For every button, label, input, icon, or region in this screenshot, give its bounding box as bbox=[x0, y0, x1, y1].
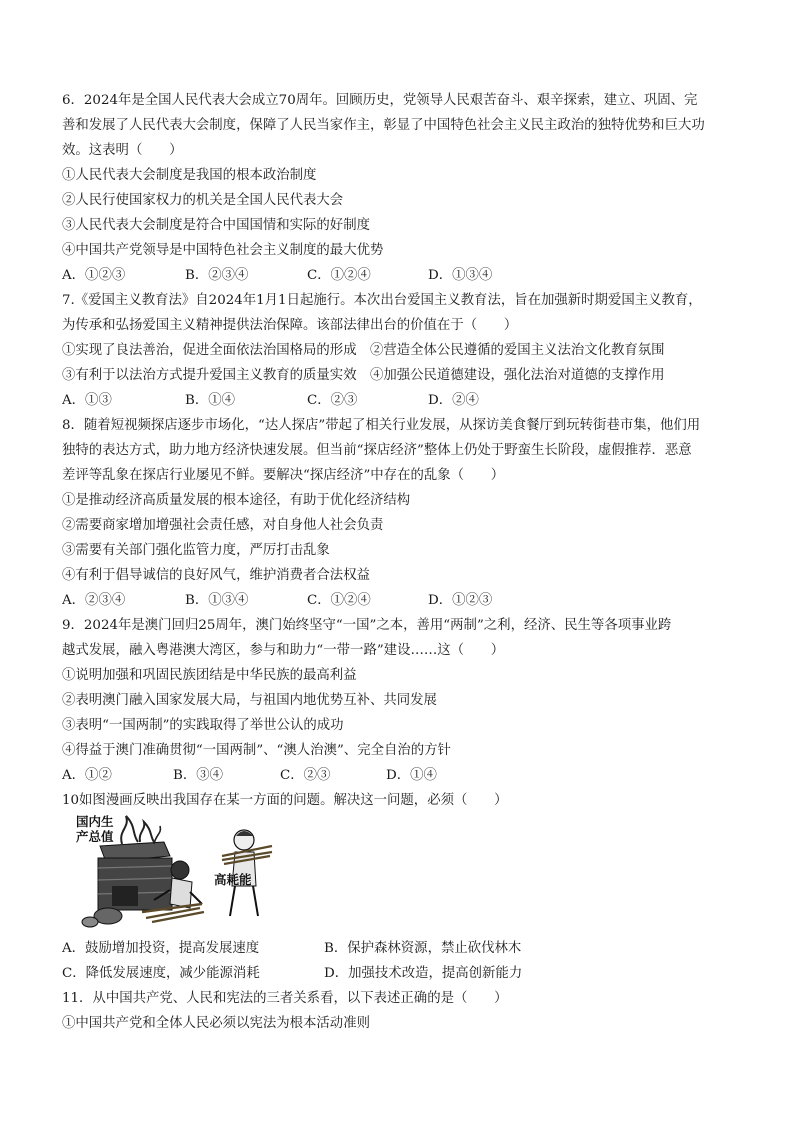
cartoon-gdp-label-1: 国内生 bbox=[76, 814, 114, 829]
q10-option-d[interactable]: D．加强技术改造，提高创新能力 bbox=[324, 966, 523, 981]
q8-option-d[interactable]: D．①②③ bbox=[428, 593, 493, 608]
q8-options bbox=[62, 588, 742, 613]
q8-option-c[interactable]: C．①②④ bbox=[307, 593, 371, 608]
q6-item-1: ①人民代表大会制度是我国的根本政治制度 bbox=[62, 168, 317, 183]
cartoon-gdp-label-2: 产总值 bbox=[76, 829, 114, 844]
q7-option-c[interactable]: C．②③ bbox=[307, 393, 358, 408]
q8-option-b[interactable]: B．①③④ bbox=[185, 593, 249, 608]
flame-icon bbox=[121, 816, 160, 844]
q10-options-row-2 bbox=[62, 961, 742, 986]
q10-option-a[interactable]: A．鼓励增加投资，提高发展速度 bbox=[62, 941, 260, 956]
q8-item-2: ②需要商家增加增强社会责任感，对自身他人社会负责 bbox=[62, 518, 384, 533]
q9-option-b[interactable]: B．③④ bbox=[173, 768, 224, 783]
q8-option-a[interactable]: A．②③④ bbox=[62, 593, 126, 608]
q6-option-b[interactable]: B．②③④ bbox=[185, 268, 249, 283]
q8-stem-line-3: 差评等乱象在探店行业屡见不鲜。要解决“探店经济”中存在的乱象（ ） bbox=[62, 468, 505, 483]
q8-item-3: ③需要有关部门强化监管力度，严厉打击乱象 bbox=[62, 543, 330, 558]
q11-stem: 11．从中国共产党、人民和宪法的三者关系看，以下表述正确的是（ ） bbox=[62, 991, 508, 1006]
q7-item-2: ③有利于以法治方式提升爱国主义教育的质量实效 ④加强公民道德建设，强化法治对道德的支撑作用 bbox=[62, 368, 665, 383]
q6-item-3: ③人民代表大会制度是符合中国国情和实际的好制度 bbox=[62, 218, 370, 233]
q11-item-1: ①中国共产党和全体人民必须以宪法为根本活动准则 bbox=[62, 1016, 370, 1031]
q9-item-4: ④得益于澳门准确贯彻“一国两制”、“澳人治澳”、完全自治的方针 bbox=[62, 743, 451, 758]
q6-item-2: ②人民行使国家权力的机关是全国人民代表大会 bbox=[62, 193, 344, 208]
q6-stem-line-2: 善和发展了人民代表大会制度，保障了人民当家作主，彰显了中国特色社会主义民主政治的独特优势和巨大功 bbox=[62, 118, 705, 133]
q8-stem-line-2: 独特的表达方式，助力地方经济快速发展。但当前“探店经济”整体上仍处于野蛮生长阶段，虚假推荐．恶意 bbox=[62, 443, 692, 458]
cartoon-illustration bbox=[72, 812, 282, 932]
q8-item-1: ①是推动经济高质量发展的根本途径，有助于优化经济结构 bbox=[62, 493, 411, 508]
q8-stem-line-1: 8．随着短视频探店逐步市场化，“达人探店”带起了相关行业发展，从探访美食餐厅到玩转街巷市集，他们用 bbox=[62, 418, 701, 433]
q6-stem-line-1: 6．2024年是全国人民代表大会成立70周年。回顾历史，党领导人民艰苦奋斗、艰辛探索，建立、巩固、完 bbox=[62, 93, 698, 108]
q6-option-a[interactable]: A．①②③ bbox=[62, 268, 126, 283]
q7-option-b[interactable]: B．①④ bbox=[185, 393, 236, 408]
q6-stem-line-3: 效。这表明（ ） bbox=[62, 143, 183, 158]
q10-option-c[interactable]: C．降低发展速度，减少能源消耗 bbox=[62, 966, 260, 981]
q9-item-2: ②表明澳门融入国家发展大局，与祖国内地优势互补、共同发展 bbox=[62, 693, 437, 708]
q9-item-3: ③表明“一国两制”的实践取得了举世公认的成功 bbox=[62, 718, 344, 733]
q7-option-a[interactable]: A．①③ bbox=[62, 393, 112, 408]
q7-stem-line-1: 7.《爱国主义教育法》自2024年1月1日起施行。本次出台爱国主义教育法，旨在加强新时期爱国主义教育， bbox=[62, 293, 702, 308]
cartoon-energy-label: 高耗能 bbox=[214, 872, 252, 887]
q10-options-row-1 bbox=[62, 936, 742, 961]
q6-option-d[interactable]: D．①③④ bbox=[428, 268, 493, 283]
q10-option-b[interactable]: B．保护森林资源，禁止砍伐林木 bbox=[324, 941, 522, 956]
q9-item-1: ①说明加强和巩固民族团结是中华民族的最高利益 bbox=[62, 668, 357, 683]
q7-item-1: ①实现了良法善治，促进全面依法治国格局的形成 ②营造全体公民遵循的爱国主义法治文化教育氛围 bbox=[62, 343, 665, 358]
furnace-icon bbox=[82, 842, 172, 927]
q7-options bbox=[62, 388, 742, 413]
q9-options bbox=[62, 763, 742, 788]
q6-item-4: ④中国共产党领导是中国特色社会主义制度的最大优势 bbox=[62, 243, 384, 258]
q9-option-a[interactable]: A．①② bbox=[62, 768, 112, 783]
q9-stem-line-1: 9．2024年是澳门回归25周年，澳门始终坚守“一国”之本，善用“两制”之利，经济、民生等各项事业跨 bbox=[62, 618, 672, 633]
q9-option-c[interactable]: C．②③ bbox=[280, 768, 331, 783]
q9-option-d[interactable]: D．①④ bbox=[386, 768, 437, 783]
q8-item-4: ④有利于倡导诚信的良好风气，维护消费者合法权益 bbox=[62, 568, 370, 583]
q6-options bbox=[62, 263, 742, 288]
q9-stem-line-2: 越式发展，融入粤港澳大湾区，参与和助力“一带一路”建设……这（ ） bbox=[62, 643, 505, 658]
q7-option-d[interactable]: D．②④ bbox=[428, 393, 479, 408]
q10-stem: 10如图漫画反映出我国存在某一方面的问题。解决这一问题，必须（ ） bbox=[62, 793, 508, 808]
q7-stem-line-2: 为传承和弘扬爱国主义精神提供法治保障。该部法律出台的价值在于（ ） bbox=[62, 318, 518, 333]
q6-option-c[interactable]: C．①②④ bbox=[307, 268, 371, 283]
